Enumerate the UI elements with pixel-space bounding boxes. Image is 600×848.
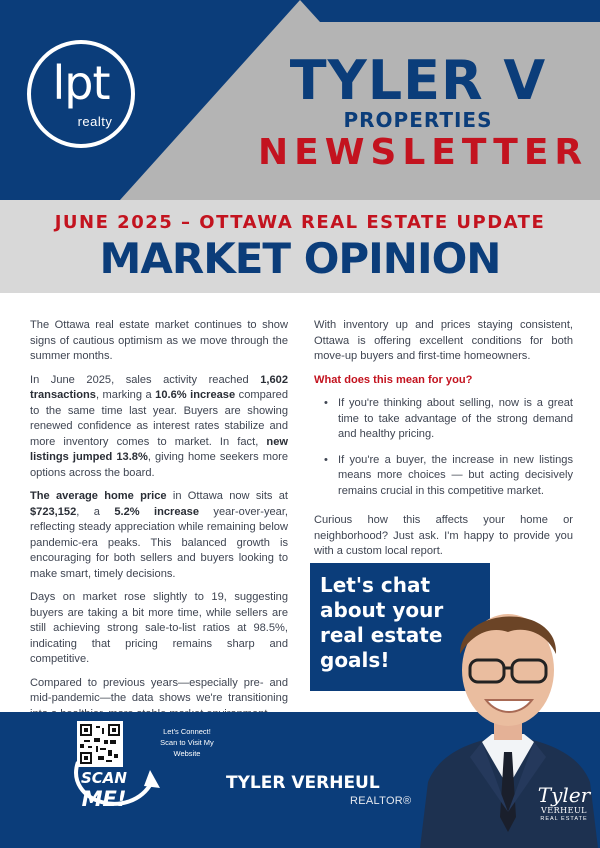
list-item: • If you're thinking about selling, now is a great time to take advantage of the strong demand and healthy pricing. xyxy=(324,396,573,443)
question-heading: What does this mean for you? xyxy=(314,373,473,386)
newsletter-header xyxy=(0,0,600,200)
connect-line: Scan to Visit My Website xyxy=(160,738,214,758)
text-run: year-over-year, reflecting steady appreciation while remaining below pandemic-era peaks. This balanced growth is encouraging for both sellers and buyers looking to make smart, timely decisions. xyxy=(30,505,288,580)
signature-surname: VERHEUL xyxy=(540,806,587,815)
newsletter-title: NEWSLETTER xyxy=(258,132,589,173)
scan-text: SCAN xyxy=(81,769,127,787)
signature-name: Tyler xyxy=(537,783,591,807)
highlight-listings: new listings jumped 13.8% xyxy=(30,435,288,463)
days-on-market-paragraph: Days on market rose slightly to 19, suggesting buyers are taking a bit more time, while sellers are still achieving strong sale-to-list ratios at 98.5%, indicating that pricing remains sharp and competitive. xyxy=(30,591,288,665)
title-band-content xyxy=(0,200,600,293)
intro-paragraph: The Ottawa real estate market continues to show signs of cautious optimism as we move through the summer months. xyxy=(30,319,288,362)
highlight-transactions: 1,602 transactions xyxy=(30,373,288,401)
highlight-increase: 10.6% increase xyxy=(155,389,236,401)
list-item: • If you're a buyer, the increase in new listings means more choices — but acting decisively remains crucial in this competitive market. xyxy=(324,453,573,500)
connect-line: Let's Connect! xyxy=(163,727,211,736)
cta-line: about your xyxy=(320,598,444,622)
text-run: compared to the same time last year. Buyers are showing renewed confidence as interest rates stabilize and more inventory comes to market. In fact, xyxy=(30,389,288,448)
text-run: , a xyxy=(76,505,115,518)
logo-main-text: lpt xyxy=(52,56,110,110)
right-column xyxy=(314,318,573,568)
agent-title: REALTOR® xyxy=(350,795,412,807)
issue-kicker: JUNE 2025 – OTTAWA REAL ESTATE UPDATE xyxy=(54,212,546,233)
lpt-realty-logo xyxy=(27,40,135,148)
text-run: In June 2025, sales activity reached xyxy=(30,373,261,386)
brand-block xyxy=(258,49,589,174)
comparison-paragraph: Compared to previous years—especially pre- and mid-pandemic—the data shows we're transitioning xyxy=(30,676,288,704)
sales-paragraph xyxy=(30,373,288,482)
cta-line: Let's chat xyxy=(320,573,431,597)
me-text: ME! xyxy=(81,787,127,811)
scan-me-label xyxy=(76,768,132,810)
highlight-price-increase: 5.2% increase xyxy=(114,505,200,518)
agent-name: TYLER VERHEUL xyxy=(226,773,380,793)
price-paragraph xyxy=(30,489,288,582)
highlight-average-price: The average home price xyxy=(30,490,167,502)
highlight-price-value: $723,152 xyxy=(30,505,77,518)
cta-line: real estate xyxy=(320,623,443,647)
brand-subtitle: PROPERTIES xyxy=(343,108,493,132)
left-column xyxy=(30,318,288,730)
conditions-paragraph: With inventory up and prices staying consistent, Ottawa is offering excellent conditions for both move-up buyers and first-time homeowners. xyxy=(314,319,573,362)
signature-tagline: REAL ESTATE xyxy=(540,816,588,822)
logo-sub-text: realty xyxy=(77,114,113,129)
brand-name: TYLER V xyxy=(289,49,547,112)
advice-list xyxy=(324,396,573,499)
signature-logo xyxy=(533,784,595,822)
section-title: MARKET OPINION xyxy=(99,234,501,283)
text-run: , marking a xyxy=(95,389,156,401)
cta-line: goals! xyxy=(320,648,390,672)
closing-paragraph: Curious how this affects your home or neighborhood? Just ask. I'm happy to provide you with a custom local report. xyxy=(314,514,573,557)
text-run: , giving home seekers more options across the board. xyxy=(30,451,288,479)
text-run: in Ottawa now sits at xyxy=(166,490,289,502)
